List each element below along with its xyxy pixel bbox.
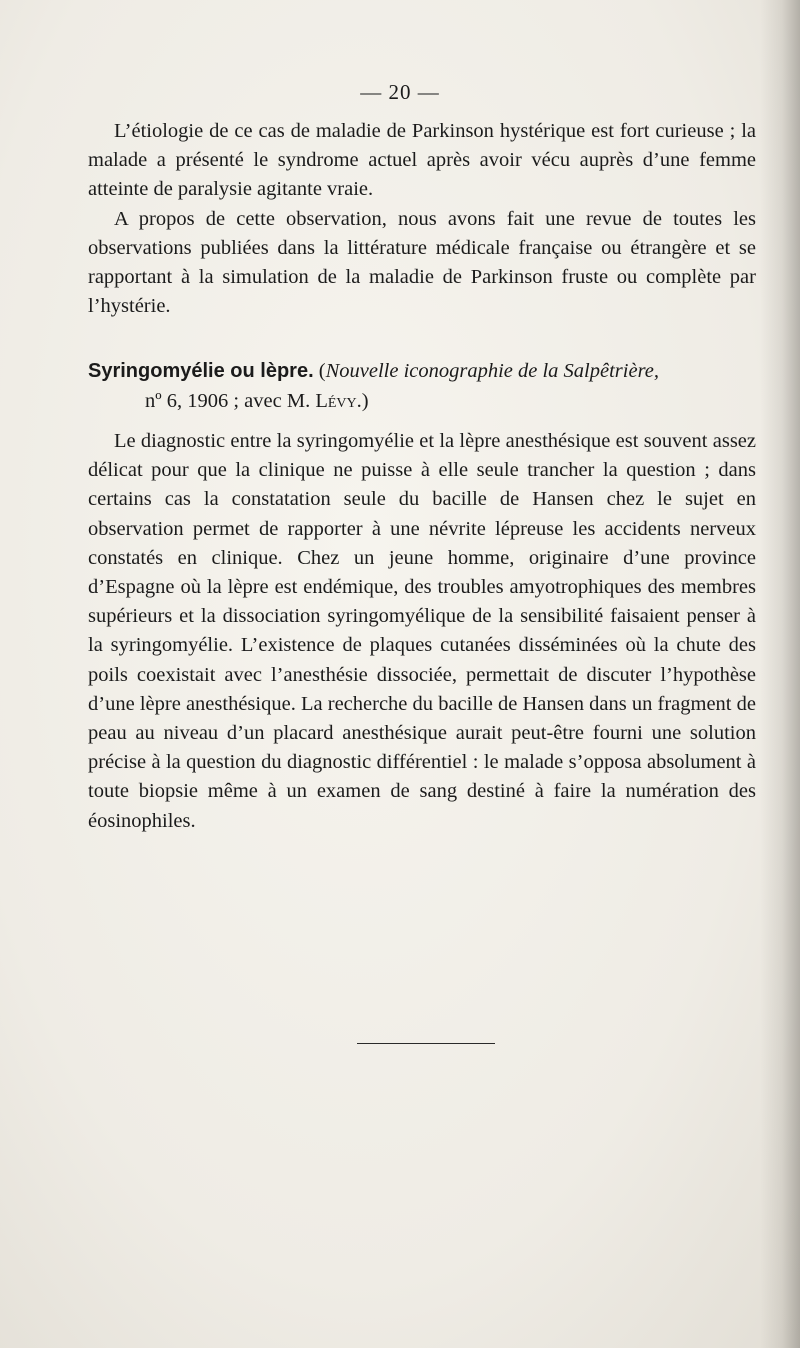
journal-citation: Nouvelle iconographie de la Salpêtrière, xyxy=(325,360,660,382)
heading-open-paren: ( xyxy=(313,360,326,382)
paragraph: A propos de cette observation, nous avons fait une revue de toutes les observations publiées dans la littérature médicale française ou étrangère et se rapportant à la simulation de la maladie de Parkinson fruste ou complète par l’hystérie. xyxy=(88,207,756,318)
section-heading xyxy=(88,357,756,416)
text-block-syringomyelie xyxy=(88,427,756,836)
section-end-rule xyxy=(357,1043,495,1044)
citation-details-line xyxy=(88,387,756,417)
paragraph: L’étiologie de ce cas de maladie de Parkinson hystérique est fort curieuse ; la malade a présenté le syndrome actuel après avoir vécu auprès d’une femme atteinte de paralysie agitante vraie. xyxy=(88,120,756,201)
text-block-parkinson xyxy=(88,117,756,321)
page-number: — 20 — xyxy=(360,80,440,104)
citation-details: nº 6, 1906 ; avec M. xyxy=(145,389,316,412)
page-gutter-shadow xyxy=(760,0,800,1348)
heading-close: .) xyxy=(356,389,369,412)
paragraph: Le diagnostic entre la syringomyélie et la lèpre anesthésique est souvent assez délicat pour que la clinique ne puisse à elle seule trancher la question ; dans certains cas la constatation seule du bacille de Hansen chez le sujet en observation permet de rapporter à une névrite lépreuse les accidents nerveux constatés en clinique. Chez un jeune homme, originaire d’une province d’Espagne où la lèpre est endémique, des troubles amyotrophiques des membres supérieurs et la dissociation syringomyélique de la sensibilité faisaient penser à la syringomyélie. L’existence de plaques cutanées disséminées où la chute des poils coexistait avec l’anesthésie dissociée, permettait de discuter l’hypothèse d’une lèpre anesthésique. La recherche du bacille de Hansen dans un fragment de peau au niveau d’un placard anesthésique aurait peut-être fourni une solution précise à la question du diagnostic différentiel : le malade s’opposa absolument à toute biopsie même à un examen de sang destiné à faire la numération des éosinophiles. xyxy=(88,430,756,832)
coauthor-name: Lévy xyxy=(315,389,357,412)
section-title: Syringomyélie ou lèpre. xyxy=(88,360,314,382)
